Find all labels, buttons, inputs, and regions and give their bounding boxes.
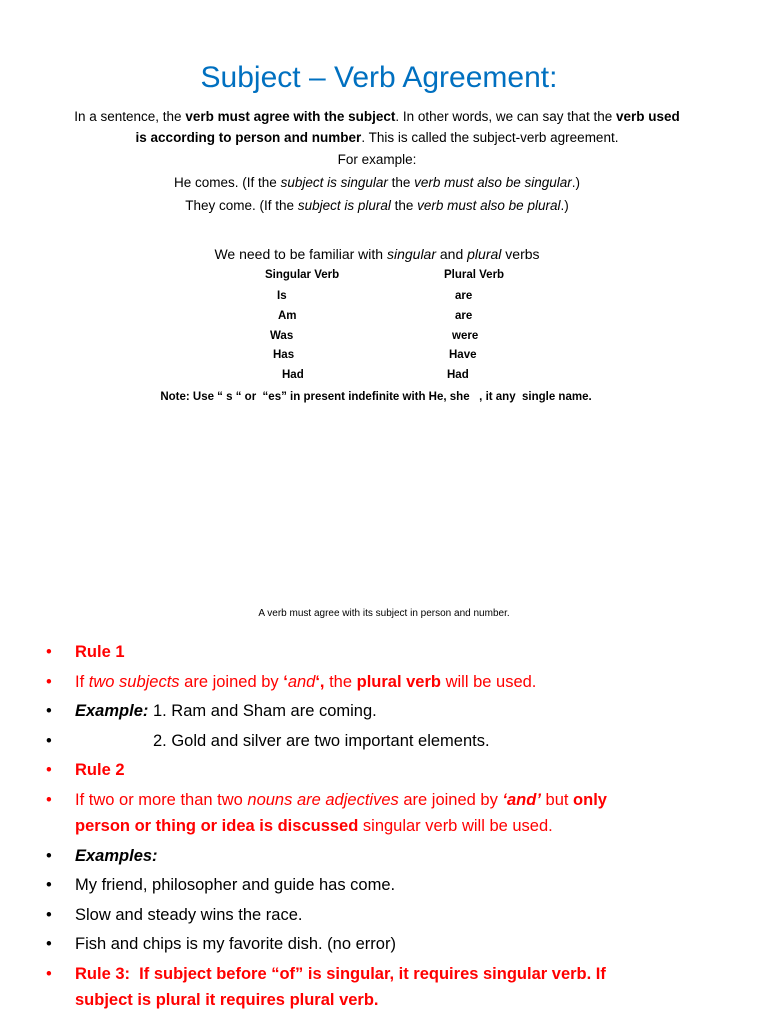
rule-bold-text: only [573, 790, 607, 809]
rule-bold-italic-text: ‘and’ [502, 790, 541, 809]
caption-text: A verb must agree with its subject in person and number. [258, 608, 510, 619]
bullet-item-example [0, 931, 740, 957]
examples-label: Examples: [75, 846, 158, 865]
rule-heading: Rule 1 [75, 643, 125, 661]
page-title: Subject – Verb Agreement: [200, 61, 558, 94]
table-cell-plural: Had [447, 369, 469, 381]
for-example-label: For example: [337, 152, 417, 167]
rule-bold-text: subject is plural it requires plural verb. [75, 990, 379, 1009]
rule-bold-text: ‘ [283, 672, 288, 691]
intro-line-1 [0, 108, 754, 126]
intro-text: In a sentence, the [74, 109, 186, 124]
rule-text: are joined by [179, 672, 284, 691]
example-sentence: 1. Ram and Sham are coming. [148, 702, 377, 721]
rule-heading: Rule 2 [75, 761, 125, 780]
example-text: the [390, 198, 418, 213]
table-header-singular: Singular Verb [265, 269, 340, 281]
table-header-plural: Plural Verb [444, 269, 505, 281]
table-cell-plural: are [455, 310, 473, 322]
familiar-italic-text: plural [467, 246, 502, 262]
intro-text: . In other words, we can say that the [395, 109, 616, 124]
example-italic-text: verb must also be plural [417, 198, 561, 213]
bullet-item-rule-2-heading [0, 757, 740, 783]
rule-italic-text: and [287, 672, 316, 691]
intro-bold-text: verb must agree with the subject [185, 109, 396, 124]
rule-italic-text: nouns are adjectives [247, 790, 399, 809]
familiar-text: verbs [501, 246, 540, 262]
rule-bold-text: person or thing or idea is discussed [75, 816, 359, 835]
bullet-item-rule-3 [0, 961, 740, 1013]
example-sentence: 2. Gold and silver are two important elements. [153, 731, 490, 750]
example-sentence: Fish and chips is my favorite dish. (no error) [75, 935, 396, 954]
familiar-text: and [436, 246, 468, 262]
table-cell-plural: Have [449, 349, 477, 361]
rule-text: If [75, 672, 89, 691]
intro-bold-text: verb used [616, 109, 680, 124]
rule-bold-text: ‘, [315, 672, 325, 691]
intro-bold-text: is according to person and number [135, 130, 362, 145]
example-italic-text: subject is singular [280, 175, 388, 190]
rule-italic-text: two subjects [88, 672, 180, 691]
intro-text: . This is called the subject-verb agreement. [361, 130, 619, 145]
rule-bold-text: plural verb [356, 672, 441, 691]
example-singular [0, 174, 754, 192]
note-text: Note: Use “ s “ or “es” in present indefinite with He, she , it any single name. [160, 391, 592, 403]
table-cell-plural: were [452, 330, 479, 342]
example-text: the [387, 175, 415, 190]
rule-text: are joined by [398, 790, 503, 809]
bullet-item-example [0, 872, 740, 898]
rule-text: will be used. [441, 672, 537, 691]
familiar-text: We need to be familiar with [214, 246, 387, 262]
familiar-heading [0, 244, 754, 264]
rule-text: the [324, 672, 357, 691]
example-text: He comes. (If the [174, 175, 281, 190]
example-italic-text: subject is plural [297, 198, 391, 213]
rule-text: singular verb will be used. [358, 816, 553, 835]
table-cell-singular: Was [270, 330, 294, 342]
bullet-item-example [0, 698, 740, 724]
table-cell-singular: Am [278, 310, 297, 322]
example-sentence: Slow and steady wins the race. [75, 905, 303, 924]
example-sentence: My friend, philosopher and guide has come. [75, 876, 396, 895]
example-label: Example: [75, 702, 149, 721]
bullet-item-rule-1-heading [0, 639, 740, 665]
bullet-item-rule-2-text [0, 787, 740, 839]
table-cell-singular: Had [282, 369, 304, 381]
rule-bold-text: Rule 3: If subject before “of” is singular, it requires singular verb. If [75, 964, 606, 983]
bullet-item-example [0, 902, 740, 928]
table-cell-plural: are [455, 290, 473, 302]
rules-list [0, 639, 740, 1017]
table-cell-singular: Is [277, 290, 287, 302]
bullet-item-example [0, 728, 740, 754]
example-text: .) [571, 175, 580, 190]
example-plural [0, 197, 754, 215]
table-cell-singular: Has [273, 349, 295, 361]
example-text: .) [560, 198, 569, 213]
intro-line-2 [0, 129, 754, 147]
bullet-item-rule-1-text [0, 669, 740, 695]
familiar-italic-text: singular [386, 246, 436, 262]
rule-text: but [540, 790, 574, 809]
example-italic-text: verb must also be singular [414, 175, 572, 190]
rule-text: If two or more than two [75, 790, 248, 809]
example-text: They come. (If the [185, 198, 298, 213]
bullet-item-examples-label [0, 843, 740, 869]
